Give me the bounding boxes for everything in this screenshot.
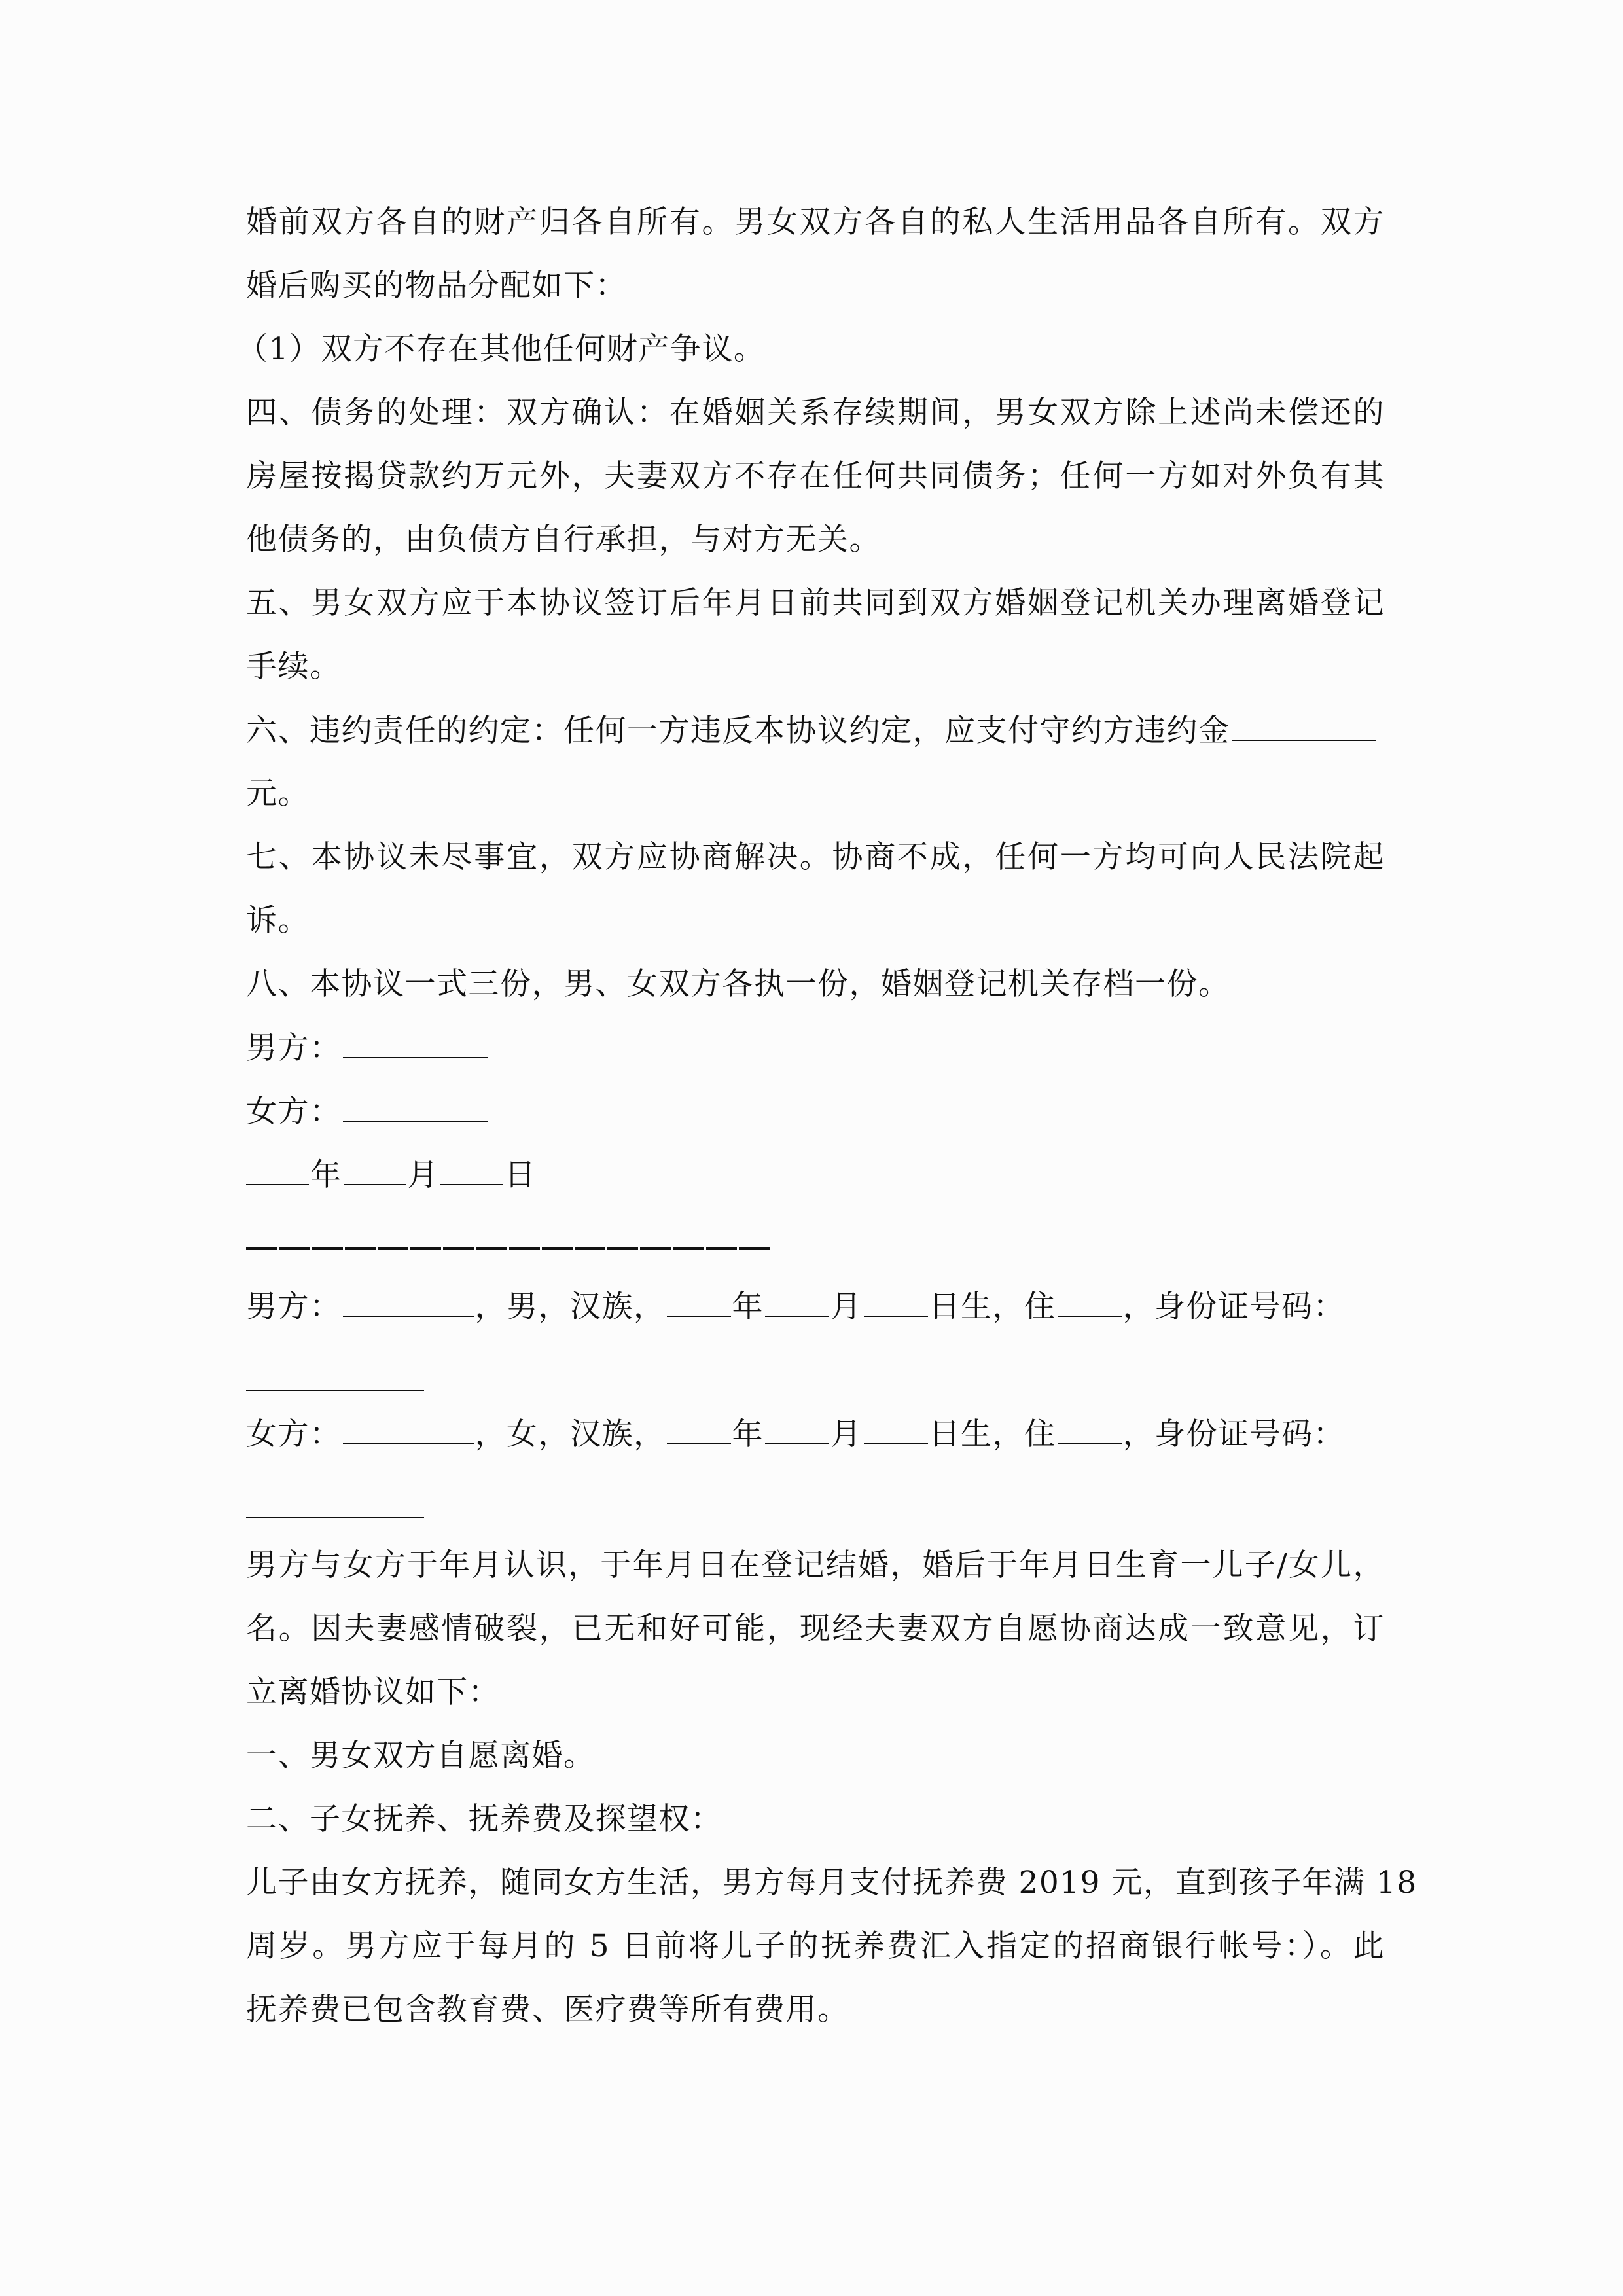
male-party-label: 男方： <box>246 1289 342 1325</box>
separator-dash <box>542 1247 573 1250</box>
separator-dash <box>706 1247 737 1250</box>
female-gender-ethnicity: ，女，汉族， <box>474 1416 666 1452</box>
debt-clause-line-2: 房屋按揭贷款约万元外，夫妻双方不存在任何共同债务；任何一方如对外负有其 <box>246 458 1385 494</box>
female-birth-day-blank[interactable] <box>864 1414 928 1444</box>
female-birth-year-blank[interactable] <box>667 1414 731 1444</box>
separator-dash <box>345 1247 376 1250</box>
female-birth-month-blank[interactable] <box>765 1414 829 1444</box>
separator-dash <box>279 1247 310 1250</box>
signature-date-line <box>246 1155 1385 1194</box>
male-born-residence-label: 日生，住 <box>929 1289 1056 1325</box>
section-separator <box>246 1247 770 1250</box>
month-label: 月 <box>407 1157 439 1193</box>
male-name-blank[interactable] <box>343 1287 474 1317</box>
day-blank[interactable] <box>440 1155 503 1185</box>
separator-dash <box>246 1247 277 1250</box>
separator-dash <box>739 1247 770 1250</box>
registration-clause-line-1: 五、男女双方应于本协议签订后年月日前共同到双方婚姻登记机关办理离婚登记 <box>246 585 1385 621</box>
female-month-label: 月 <box>830 1416 863 1452</box>
dispute-clause-line-1: 七、本协议未尽事宜，双方应协商解决。协商不成，任何一方均可向人民法院起 <box>246 839 1385 875</box>
separator-dash <box>378 1247 408 1250</box>
female-id-number-blank[interactable] <box>246 1517 424 1518</box>
separator-dash <box>509 1247 540 1250</box>
property-text-line-2: 婚后购买的物品分配如下： <box>246 268 627 304</box>
male-gender-ethnicity: ，男，汉族， <box>474 1289 666 1325</box>
separator-dash <box>640 1247 671 1250</box>
female-signature-line <box>246 1092 1385 1131</box>
male-id-label: ，身份证号码： <box>1122 1289 1345 1325</box>
year-label: 年 <box>310 1157 342 1193</box>
preamble-line-3: 立离婚协议如下： <box>246 1674 500 1710</box>
property-item-1: （1）双方不存在其他任何财产争议。 <box>237 331 766 367</box>
separator-dash <box>575 1247 605 1250</box>
female-party-info-line <box>246 1414 1385 1454</box>
month-blank[interactable] <box>344 1155 406 1185</box>
preamble-line-1: 男方与女方于年月认识，于年月日在登记结婚，婚后于年月日生育一儿子/女儿， <box>246 1547 1385 1583</box>
separator-dash <box>476 1247 507 1250</box>
clause-2-title: 二、子女抚养、抚养费及探望权： <box>246 1801 722 1837</box>
registration-clause-line-2: 手续。 <box>246 649 342 685</box>
copies-clause: 八、本协议一式三份，男、女双方各执一份，婚姻登记机关存档一份。 <box>246 966 1230 1002</box>
preamble-line-2: 名。因夫妻感情破裂，已无和好可能，现经夫妻双方自愿协商达成一致意见，订 <box>246 1611 1385 1647</box>
male-signature-blank[interactable] <box>343 1028 488 1058</box>
female-year-label: 年 <box>732 1416 764 1452</box>
male-month-label: 月 <box>830 1289 863 1325</box>
year-blank[interactable] <box>246 1155 309 1185</box>
male-birth-year-blank[interactable] <box>667 1287 731 1317</box>
female-born-residence-label: 日生，住 <box>929 1416 1056 1452</box>
property-text-line-1: 婚前双方各自的财产归各自所有。男女双方各自的私人生活用品各自所有。双方 <box>246 204 1385 240</box>
separator-dash <box>443 1247 474 1250</box>
clause-2-line-2: 周岁。男方应于每月的 5 日前将儿子的抚养费汇入指定的招商银行帐号：）。此 <box>246 1928 1385 1964</box>
separator-dash <box>312 1247 342 1250</box>
breach-clause-text: 六、违约责任的约定：任何一方违反本协议约定，应支付守约方违约金 <box>246 713 1230 749</box>
clause-2-line-1: 儿子由女方抚养，随同女方生活，男方每月支付抚养费 2019 元，直到孩子年满 18 <box>246 1865 1418 1901</box>
female-party-label: 女方： <box>246 1416 342 1452</box>
separator-dash <box>607 1247 638 1250</box>
male-signature-line <box>246 1028 1385 1067</box>
male-address-blank[interactable] <box>1058 1287 1122 1317</box>
male-birth-day-blank[interactable] <box>864 1287 928 1317</box>
female-address-blank[interactable] <box>1058 1414 1122 1444</box>
male-id-number-blank[interactable] <box>246 1390 424 1391</box>
separator-dash <box>673 1247 704 1250</box>
female-name-blank[interactable] <box>343 1414 474 1444</box>
breach-clause-line-1 <box>246 711 1385 750</box>
male-birth-month-blank[interactable] <box>765 1287 829 1317</box>
female-signature-label: 女方： <box>246 1094 342 1130</box>
male-signature-label: 男方： <box>246 1030 342 1066</box>
female-id-label: ，身份证号码： <box>1122 1416 1345 1452</box>
female-signature-blank[interactable] <box>343 1092 488 1122</box>
male-year-label: 年 <box>732 1289 764 1325</box>
penalty-amount-blank[interactable] <box>1232 711 1376 741</box>
separator-dash <box>410 1247 441 1250</box>
day-label: 日 <box>505 1157 537 1193</box>
debt-clause-line-3: 他债务的，由负债方自行承担，与对方无关。 <box>246 522 881 558</box>
clause-2-line-3: 抚养费已包含教育费、医疗费等所有费用。 <box>246 1992 849 2028</box>
dispute-clause-line-2: 诉。 <box>246 903 310 939</box>
breach-clause-line-2: 元。 <box>246 776 310 812</box>
debt-clause-line-1: 四、债务的处理：双方确认：在婚姻关系存续期间，男女双方除上述尚未偿还的 <box>246 395 1385 431</box>
male-party-info-line <box>246 1287 1385 1326</box>
clause-1: 一、男女双方自愿离婚。 <box>246 1738 596 1774</box>
